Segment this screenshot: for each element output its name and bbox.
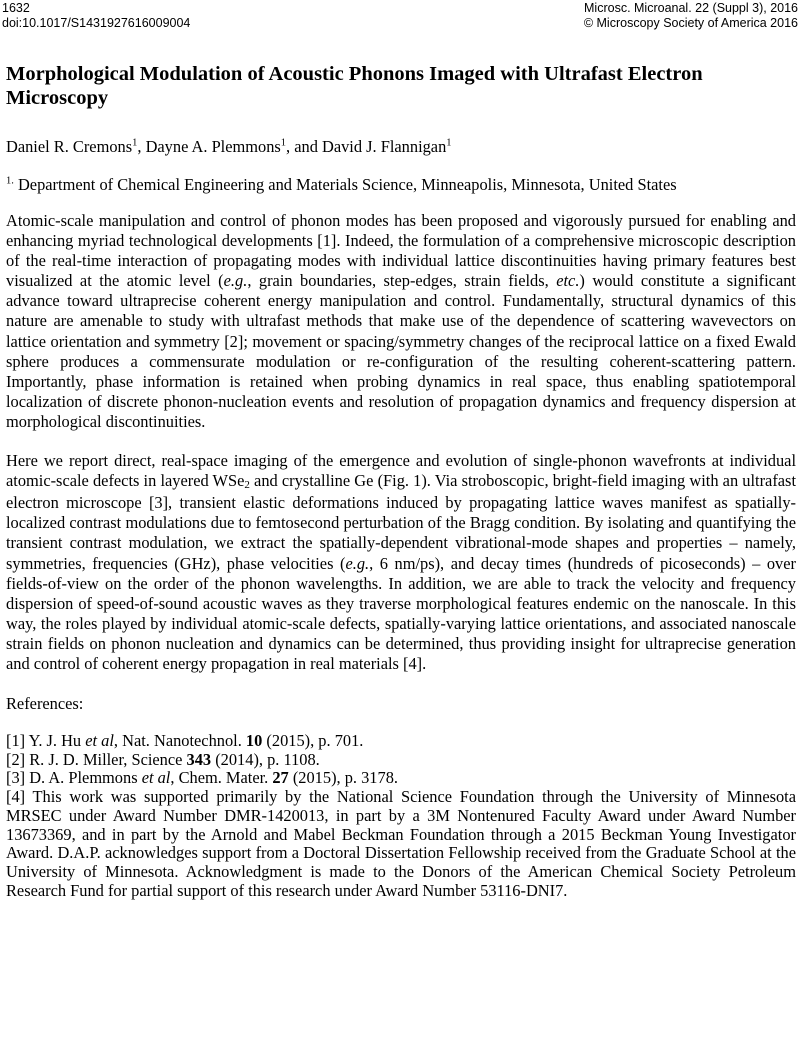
paragraph-intro <box>6 211 796 432</box>
page-header <box>0 0 800 32</box>
journal-citation: Microsc. Microanal. 22 (Suppl 3), 2016 <box>584 1 798 15</box>
paragraph-results <box>6 451 796 674</box>
text-run: , Chem. Mater. <box>170 768 273 788</box>
affiliation <box>6 175 796 195</box>
italic-run: e.g. <box>223 271 248 291</box>
text-run: , grain boundaries, step-edges, strain fields, <box>247 271 557 291</box>
volume: 10 <box>245 731 263 751</box>
reference-item <box>6 732 796 751</box>
subscript: 2 <box>244 479 250 492</box>
text-run: Here we report direct, real-space imaging of the emergence and evolution of single-phonon wavefronts at individual atomic-scale defects in layered WSe <box>6 451 796 491</box>
volume: 27 <box>272 768 289 788</box>
text-run: (2014), p. 1108. <box>211 749 320 769</box>
text-run: (2015), p. 701. <box>262 731 364 751</box>
italic-run: etc. <box>556 271 580 291</box>
affiliation-marker: 1. <box>6 175 14 187</box>
reference-item <box>6 769 796 788</box>
author-affiliation-sup: 1 <box>132 137 138 149</box>
affiliation-text: Department of Chemical Engineering and Materials Science, Minneapolis, Minnesota, United States <box>13 175 677 194</box>
text-run: (2015), p. 3178. <box>288 768 398 788</box>
page-number: 1632 <box>2 1 30 15</box>
header-left <box>2 1 190 31</box>
text-run: [1] Y. J. Hu <box>6 731 86 751</box>
volume: 343 <box>186 749 212 769</box>
italic-run: e.g. <box>345 553 370 573</box>
article-body <box>6 62 796 900</box>
author-affiliation-sup: 1 <box>446 137 452 149</box>
reference-item <box>6 751 796 770</box>
text-run: [2] R. J. D. Miller, Science <box>6 749 187 769</box>
author-name: David J. Flannigan <box>322 137 447 156</box>
author-separator: , <box>137 137 146 156</box>
text-run: ) would constitute a significant advance toward ultraprecise coherent energy manipulation and control. Fundamentally, structural dynamics of this nature are amenable to study with ultrafast methods that make use of the dependence of scattering wavevectors on lattice orientation and symmetry [2]; movement or spacing/symmetry changes of the reciprocal lattice on a fixed Ewald sphere produces a commensurate modulation or re-configuration of the resulting coherent-scattering pattern. Importantly, phase information is retained when probing dynamics in real space, thus enabling spatiotemporal localization of discrete phonon-nucleation events and resolution of propagation dynamics and frequency dispersion at morphological discontinuities. <box>6 271 796 431</box>
header-right <box>584 1 798 31</box>
text-run: and crystalline Ge (Fig. 1). Via stroboscopic, bright-field imaging with an ultrafast electron microscope [3], transient elastic deformations induced by propagating lattice waves manifest as spatially-localized contrast modulations due to femtosecond perturbation of the Bragg condition. By isolating and quantifying the transient contrast modulation, we extract the spatially-dependent vibrational-mode shapes and properties – namely, symmetries, frequencies (GHz), phase velocities ( <box>6 471 796 573</box>
doi: doi:10.1017/S1431927616009004 <box>2 16 191 30</box>
copyright: © Microscopy Society of America 2016 <box>583 16 798 30</box>
text-run: Atomic-scale manipulation and control of phonon modes has been proposed and vigorously pursued for enabling and enhancing myriad technological developments [1]. Indeed, the formulation of a comprehensive microscopic description of the real-time interaction of propagating modes with individual lattice discontinuities having primary features best visualized at the atomic level ( <box>6 211 796 291</box>
italic-run: et al <box>141 768 171 788</box>
references-heading: References: <box>6 694 84 714</box>
author-separator: , and <box>286 137 322 156</box>
author-name: Dayne A. Plemmons <box>145 137 281 156</box>
reference-list <box>6 732 796 900</box>
author-affiliation-sup: 1 <box>280 137 287 149</box>
text-run: , Nat. Nanotechnol. <box>113 731 246 751</box>
author-list <box>6 137 796 157</box>
author-name: Daniel R. Cremons <box>6 137 133 156</box>
italic-run: et al <box>85 731 114 751</box>
paper-title: Morphological Modulation of Acoustic Phonons Imaged with Ultrafast Electron Microscopy <box>6 63 703 109</box>
acknowledgment-reference: [4] This work was supported primarily by the National Science Foundation through the University of Minnesota MRSEC under Award Number DMR-1420013, in part by a 3M Nontenured Faculty Award under Award Number 13673369, and in part by the Arnold and Mabel Beckman Foundation through a 2015 Beckman Young Investigator Award. D.A.P. acknowledges support from a Doctoral Dissertation Fellowship received from the Graduate School at the University of Minnesota. Acknowledgment is made to the Donors of the American Chemical Society Petroleum Research Fund for partial support of this research under Award Number 53116-DNI7. <box>6 787 796 900</box>
text-run: , 6 nm/ps), and decay times (hundreds of picoseconds) – over fields-of-view on the order of the phonon wavelengths. In addition, we are able to track the velocity and frequency dispersion of speed-of-sound acoustic waves as they traverse morphological features endemic on the nanoscale. In this way, the roles played by individual atomic-scale defects, spatially-varying lattice orientations, and associated nanoscale strain fields on phonon nucleation and dynamics can be determined, thus providing insight for ultraprecise generation and control of coherent energy propagation in real materials [4]. <box>6 553 796 673</box>
text-run: [3] D. A. Plemmons <box>6 768 142 788</box>
